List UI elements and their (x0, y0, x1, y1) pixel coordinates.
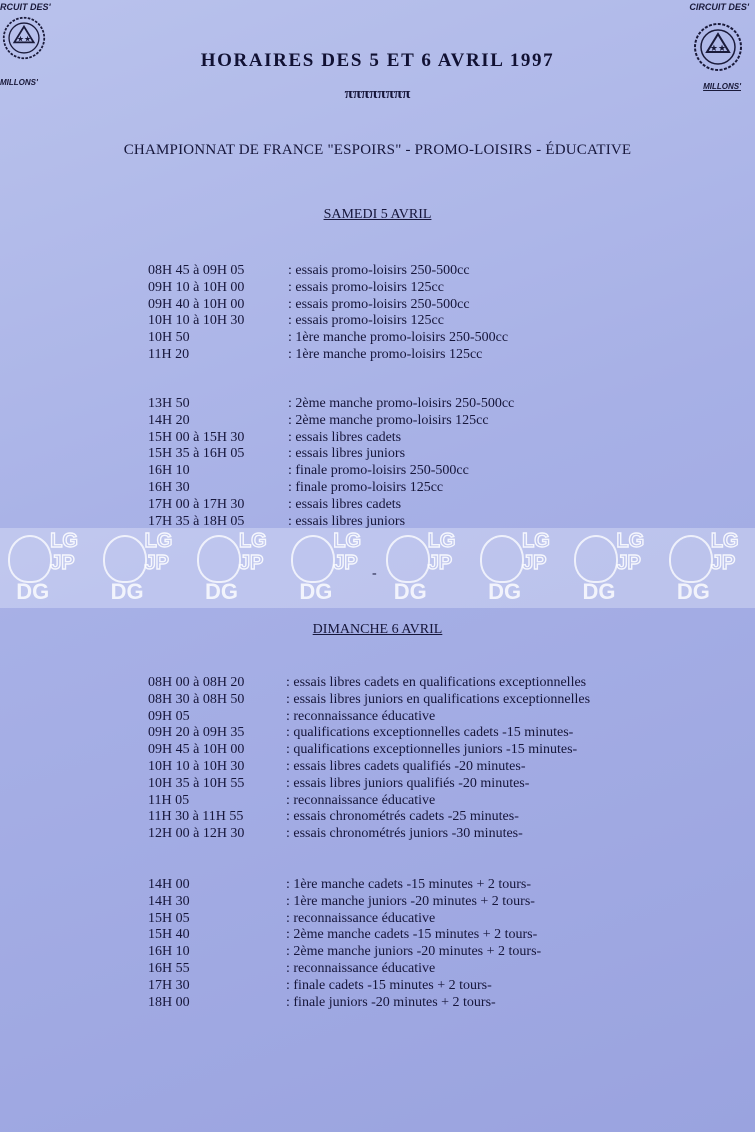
schedule-row (148, 927, 541, 944)
schedule-time: 08H 00 à 08H 20 (148, 675, 245, 690)
schedule-time: 08H 45 à 09H 05 (148, 263, 245, 278)
schedule-event: : finale juniors -20 minutes + 2 tours- (286, 994, 496, 1010)
schedule-time: 14H 00 (148, 877, 190, 892)
schedule-time: 11H 30 à 11H 55 (148, 809, 244, 825)
schedule-time: 10H 10 à 10H 30 (148, 313, 245, 329)
emblem-caption-left: MILLONS' (0, 78, 38, 87)
watermark-logo: LG JP DG (478, 529, 560, 607)
schedule-event: : essais libres cadets en qualifications exceptionnelles (286, 675, 587, 690)
schedule-event: : essais promo-loisirs 250-500cc (288, 296, 470, 312)
watermark-logo: LG JP DG (289, 529, 371, 607)
schedule-event: : finale promo-loisirs 125cc (288, 479, 444, 495)
schedule-row (148, 995, 541, 1012)
watermark-logo: LG JP DG (384, 529, 466, 607)
schedule-event: : essais chronométrés cadets -25 minutes- (286, 809, 519, 825)
schedule-event: : 1ère manche promo-loisirs 250-500cc (288, 330, 509, 346)
schedule-event: : finale promo-loisirs 250-500cc (288, 463, 469, 479)
schedule-time: 11H 05 (148, 792, 190, 808)
schedule-row (148, 430, 514, 447)
schedule-time: 10H 35 à 10H 55 (148, 775, 245, 791)
schedule-row (148, 911, 541, 928)
schedule-row (148, 675, 590, 692)
svg-text:★★: ★★ (16, 34, 32, 44)
schedule-time: 10H 50 (148, 330, 190, 346)
schedule-event: : essais libres juniors (288, 513, 406, 529)
schedule-time: 18H 00 (148, 994, 190, 1010)
saturday-heading: SAMEDI 5 AVRIL (323, 207, 432, 222)
schedule-event: : essais libres cadets (288, 496, 402, 512)
sunday-morning-schedule (148, 675, 590, 843)
schedule-time: 17H 00 à 17H 30 (148, 496, 245, 512)
saturday-morning-schedule (148, 263, 508, 364)
schedule-row (148, 446, 514, 463)
schedule-time: 09H 05 (148, 708, 190, 724)
schedule-row (148, 497, 514, 514)
schedule-event: : 1ère manche cadets -15 minutes + 2 tours- (286, 877, 532, 892)
schedule-event: : 1ère manche promo-loisirs 125cc (288, 346, 483, 362)
schedule-time: 17H 35 à 18H 05 (148, 513, 245, 529)
schedule-row (148, 944, 541, 961)
schedule-time: 16H 30 (148, 479, 190, 495)
schedule-event: : 1ère manche juniors -20 minutes + 2 tours- (286, 893, 535, 909)
schedule-row (148, 961, 541, 978)
schedule-time: 09H 20 à 09H 35 (148, 725, 245, 741)
schedule-row (148, 709, 590, 726)
schedule-row (148, 877, 541, 894)
schedule-row (148, 463, 514, 480)
schedule-event: : 2ème manche juniors -20 minutes + 2 tours- (286, 944, 542, 960)
schedule-event: : reconnaissance éducative (286, 960, 436, 976)
schedule-event: : 2ème manche cadets -15 minutes + 2 tours- (286, 927, 538, 943)
watermark-logo: LG JP DG (195, 529, 277, 607)
schedule-time: 16H 55 (148, 960, 190, 976)
svg-text:★★: ★★ (709, 43, 727, 53)
corner-label-right: CIRCUIT DES' (689, 2, 749, 12)
schedule-time: 16H 10 (148, 463, 190, 479)
schedule-time: 11H 20 (148, 346, 190, 362)
schedule-row (148, 396, 514, 413)
watermark-logo: LG JP DG (101, 529, 183, 607)
sunday-afternoon-schedule (148, 877, 541, 1011)
watermark-band (0, 528, 755, 608)
schedule-event: : essais chronométrés juniors -30 minutes- (286, 826, 523, 842)
schedule-row (148, 692, 590, 709)
schedule-time: 12H 00 à 12H 30 (148, 826, 245, 842)
watermark-logo: LG JP DG (6, 529, 88, 607)
schedule-event: : qualifications exceptionnelles juniors -15 minutes- (286, 742, 578, 758)
schedule-row (148, 725, 590, 742)
schedule-row (148, 313, 508, 330)
schedule-time: 15H 00 à 15H 30 (148, 429, 245, 445)
schedule-event: : essais promo-loisirs 125cc (288, 313, 444, 329)
title-ornament: ππππππππ (344, 86, 411, 102)
schedule-event: : qualifications exceptionnelles cadets -15 minutes- (286, 725, 574, 741)
schedule-row (148, 413, 514, 430)
schedule-row (148, 297, 508, 314)
schedule-row (148, 347, 508, 364)
schedule-event: : reconnaissance éducative (286, 792, 436, 808)
schedule-event: : essais libres juniors qualifiés -20 minutes- (286, 775, 530, 791)
schedule-row (148, 809, 590, 826)
corner-label-left: RCUIT DES' (0, 2, 51, 12)
schedule-time: 14H 30 (148, 893, 190, 909)
schedule-event: : essais promo-loisirs 125cc (288, 279, 444, 295)
schedule-event: : essais libres cadets qualifiés -20 minutes- (286, 758, 526, 774)
schedule-event: : essais promo-loisirs 250-500cc (288, 263, 470, 278)
schedule-time: 13H 50 (148, 396, 190, 411)
emblem-caption-right: MILLONS' (703, 82, 741, 91)
schedule-time: 14H 20 (148, 412, 190, 428)
schedule-time: 09H 10 à 10H 00 (148, 279, 245, 295)
schedule-event: : reconnaissance éducative (286, 910, 436, 926)
separator-dash: - (372, 566, 377, 581)
schedule-time: 15H 40 (148, 927, 190, 943)
schedule-row (148, 280, 508, 297)
schedule-row (148, 759, 590, 776)
schedule-event: : essais libres juniors (288, 446, 406, 462)
saturday-afternoon-schedule (148, 396, 514, 530)
schedule-event: : essais libres cadets (288, 429, 402, 445)
schedule-row (148, 330, 508, 347)
schedule-time: 15H 05 (148, 910, 190, 926)
schedule-row (148, 742, 590, 759)
schedule-time: 17H 30 (148, 977, 190, 993)
schedule-time: 10H 10 à 10H 30 (148, 758, 245, 774)
schedule-row (148, 894, 541, 911)
championship-subtitle: CHAMPIONNAT DE FRANCE "ESPOIRS" - PROMO-LOISIRS - ÉDUCATIVE (123, 142, 632, 158)
schedule-time: 08H 30 à 08H 50 (148, 691, 245, 707)
schedule-row (148, 480, 514, 497)
schedule-row (148, 776, 590, 793)
schedule-row (148, 263, 508, 280)
schedule-event: : essais libres juniors en qualifications exceptionnelles (286, 691, 591, 707)
schedule-time: 16H 10 (148, 944, 190, 960)
page-title: HORAIRES DES 5 ET 6 AVRIL 1997 (200, 50, 555, 71)
schedule-time: 09H 40 à 10H 00 (148, 296, 245, 312)
schedule-event: : finale cadets -15 minutes + 2 tours- (286, 977, 492, 993)
schedule-row (148, 793, 590, 810)
schedule-time: 15H 35 à 16H 05 (148, 446, 245, 462)
schedule-event: : 2ème manche promo-loisirs 125cc (288, 412, 489, 428)
sunday-heading: DIMANCHE 6 AVRIL (312, 622, 443, 637)
schedule-event: : reconnaissance éducative (286, 708, 436, 724)
schedule-time: 09H 45 à 10H 00 (148, 742, 245, 758)
watermark-logo: LG JP DG (667, 529, 749, 607)
schedule-event: : 2ème manche promo-loisirs 250-500cc (288, 396, 515, 411)
schedule-row (148, 978, 541, 995)
schedule-row (148, 826, 590, 843)
watermark-logo: LG JP DG (572, 529, 654, 607)
